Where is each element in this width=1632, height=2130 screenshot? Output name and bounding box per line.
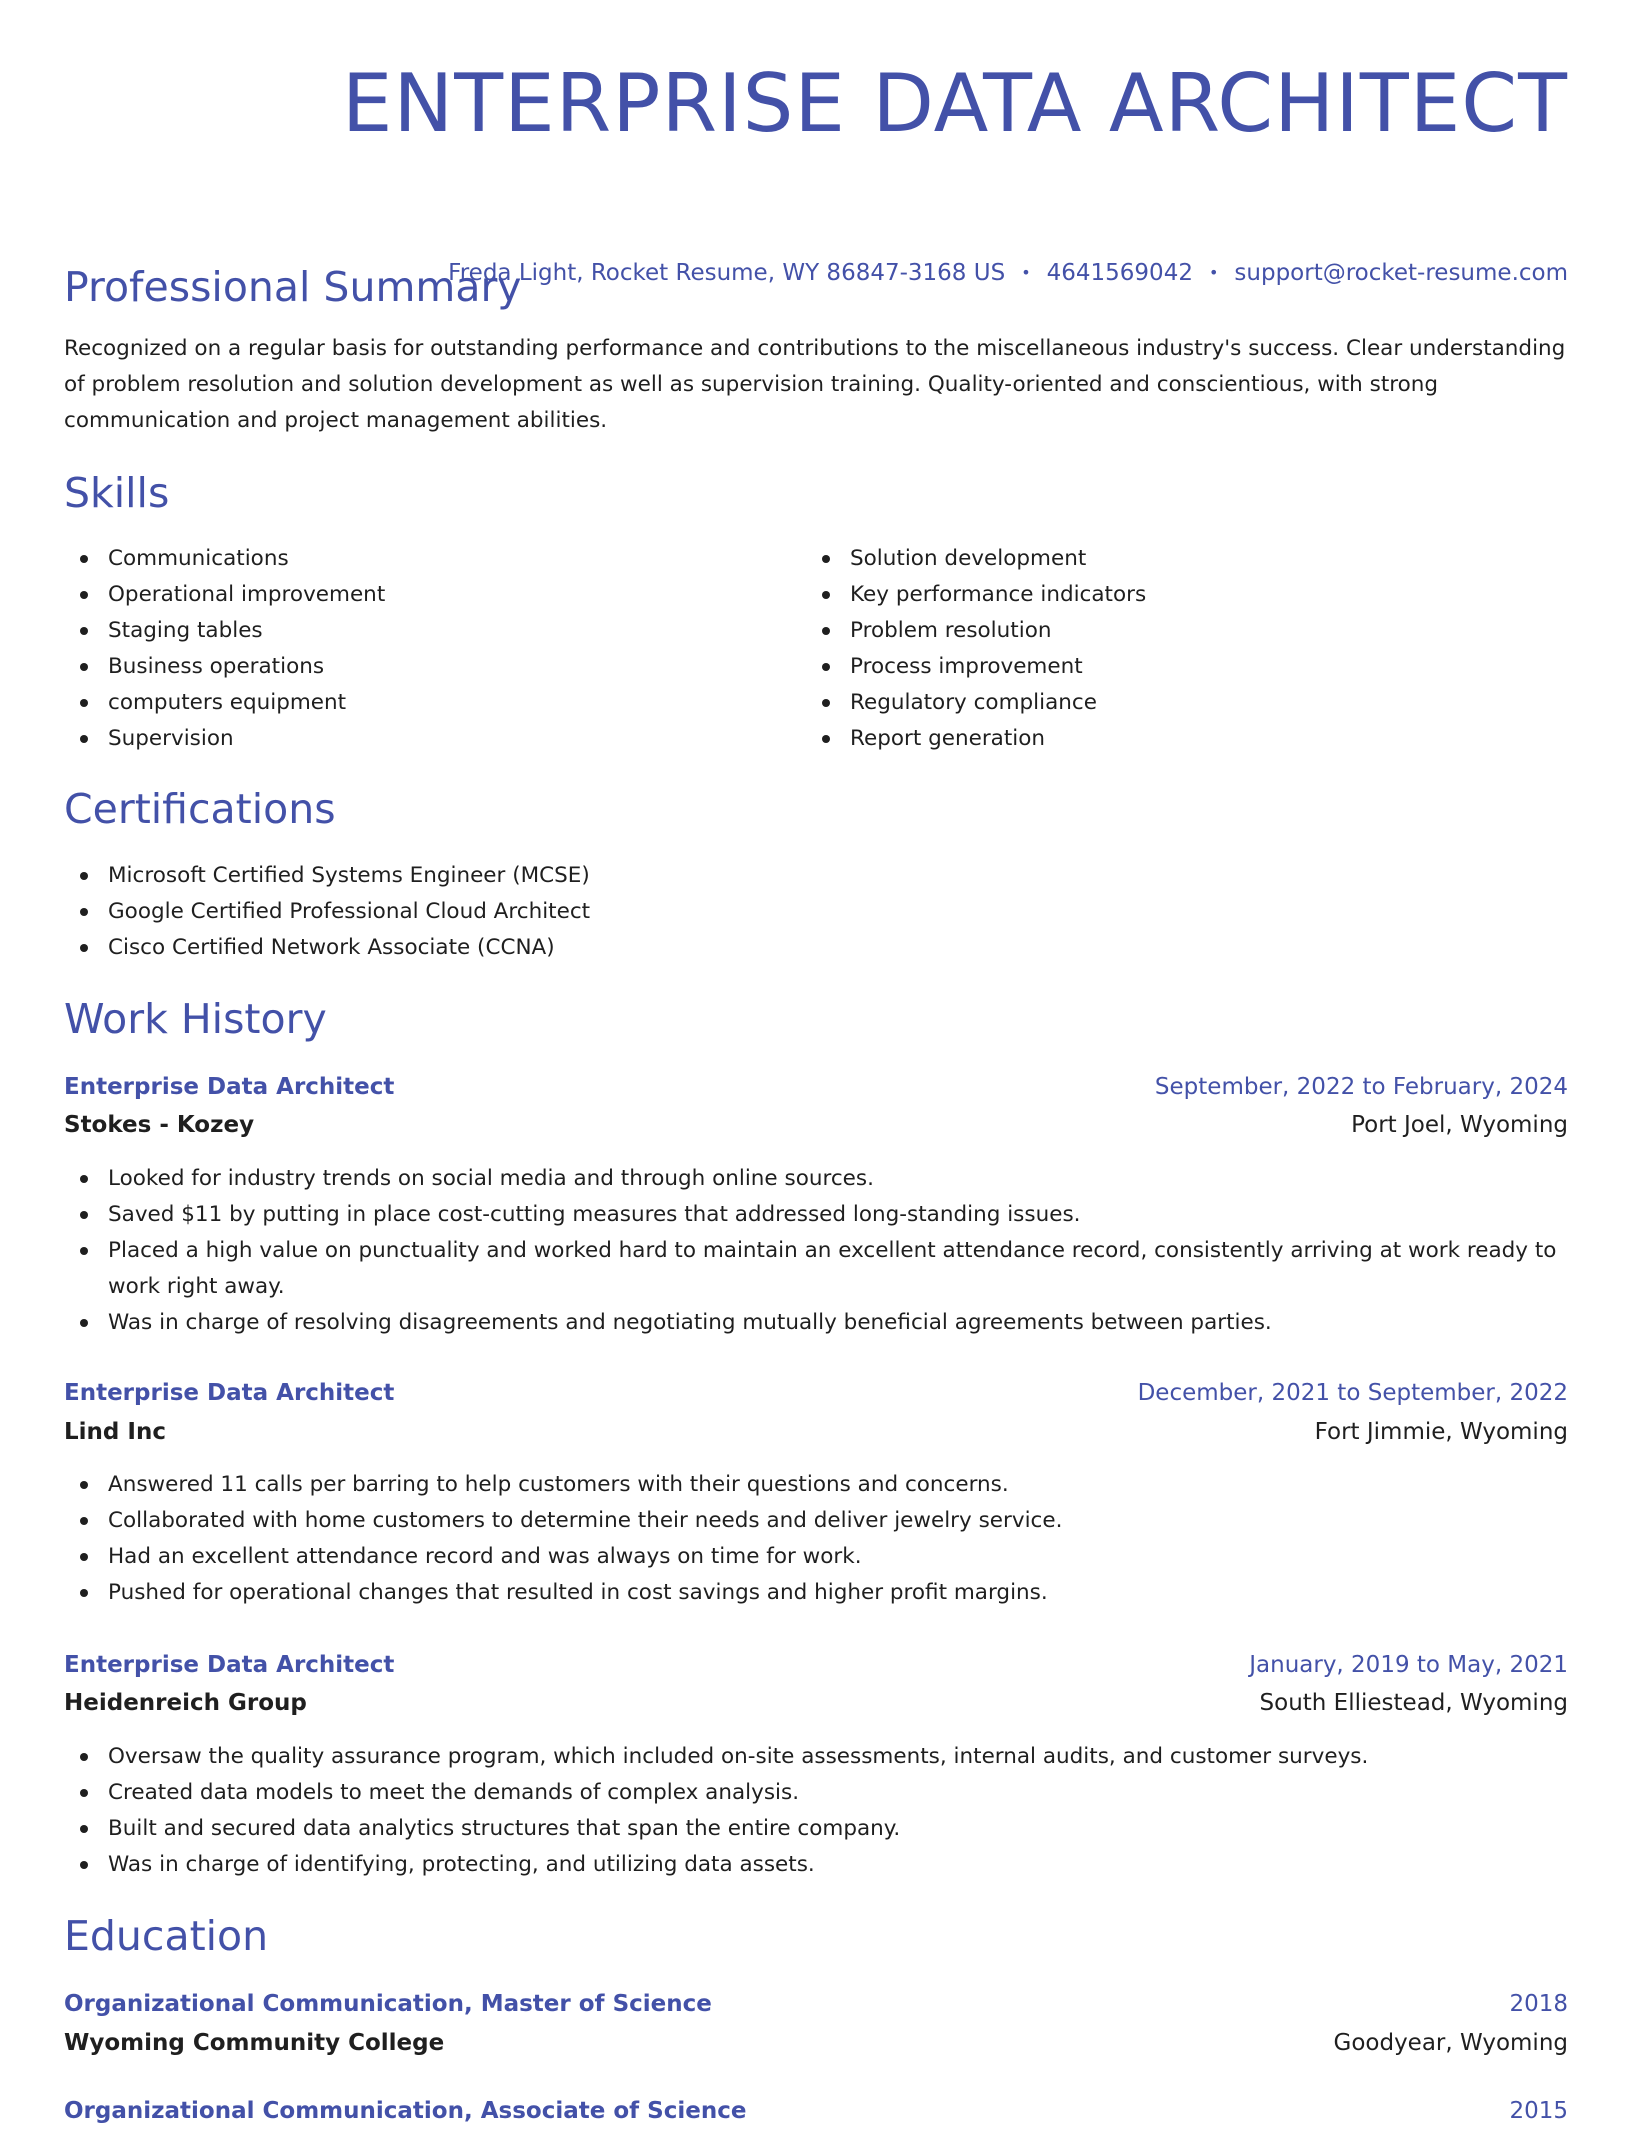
education-school: Wyoming Community College (64, 2030, 445, 2056)
education-heading: Education (64, 1912, 269, 1960)
skill-item: Business operations (64, 649, 764, 685)
job-company: Lind Inc (64, 1419, 166, 1445)
job-bullets (64, 1467, 1568, 1611)
job-dates: December, 2021 to September, 2022 (1137, 1380, 1568, 1406)
job-bullet: Was in charge of resolving disagreements and negotiating mutually beneficial agreements between parties. (64, 1305, 1568, 1341)
job-bullet: Created data models to meet the demands of complex analysis. (64, 1775, 1568, 1811)
contact-phone[interactable]: 4641569042 (1046, 260, 1193, 286)
job-bullet: Answered 11 calls per barring to help customers with their questions and concerns. (64, 1467, 1568, 1503)
resume-page (64, 0, 1568, 2124)
job-title: Enterprise Data Architect (64, 1074, 395, 1100)
job-bullet: Saved $11 by putting in place cost-cutting measures that addressed long-standing issues. (64, 1197, 1568, 1233)
skill-item: Report generation (806, 721, 1506, 757)
job-bullet: Had an excellent attendance record and was always on time for work. (64, 1539, 1568, 1575)
certifications-heading: Certifications (64, 785, 336, 833)
job-company-row (64, 1413, 1568, 1451)
education-location: Goodyear, Wyoming (1333, 2030, 1568, 2056)
job-header-row (64, 1646, 1568, 1684)
summary-text: Recognized on a regular basis for outstanding performance and contributions to the miscellaneous industry's success. Clear understanding of problem resolution and solution development as well as supervision training. Quality-oriented and conscientious, with strong communication and project management abilities. (64, 336, 1566, 433)
skill-item: Key performance indicators (806, 577, 1506, 613)
job-bullet: Collaborated with home customers to determine their needs and deliver jewelry service. (64, 1503, 1568, 1539)
skill-item: Solution development (806, 541, 1506, 577)
contact-separator: • (1021, 263, 1031, 282)
skill-item: Operational improvement (64, 577, 764, 613)
job-company: Heidenreich Group (64, 1690, 307, 1716)
job-bullet: Pushed for operational changes that resulted in cost savings and higher profit margins. (64, 1575, 1568, 1611)
skill-item: Regulatory compliance (806, 685, 1506, 721)
job-company-row (64, 1106, 1568, 1144)
education-degree: Organizational Communication, Associate of Science (64, 2098, 747, 2124)
job-title: Enterprise Data Architect (64, 1652, 395, 1678)
job-bullet: Placed a high value on punctuality and worked hard to maintain an excellent attendance record, consistently arriving at work ready to work right away. (64, 1233, 1568, 1305)
certification-item: Cisco Certified Network Associate (CCNA) (64, 930, 1568, 966)
resume-title: ENTERPRISE DATA ARCHITECT (341, 57, 1568, 150)
skill-item: Problem resolution (806, 613, 1506, 649)
job-bullet: Was in charge of identifying, protecting, and utilizing data assets. (64, 1847, 1568, 1883)
contact-address: Freda Light, Rocket Resume, WY 86847-3168 US (448, 260, 1006, 286)
job-bullets (64, 1739, 1568, 1883)
education-header-row (64, 1985, 1568, 2023)
job-company: Stokes - Kozey (64, 1112, 255, 1138)
certification-item: Microsoft Certified Systems Engineer (MCSE) (64, 858, 1568, 894)
contact-email[interactable]: support@rocket-resume.com (1234, 260, 1568, 286)
summary-heading: Professional Summary (64, 263, 522, 311)
skills-list-left (64, 541, 764, 757)
work-history-heading: Work History (64, 995, 327, 1043)
skills-list-right (806, 541, 1506, 757)
certification-item: Google Certified Professional Cloud Architect (64, 894, 1568, 930)
job-dates: January, 2019 to May, 2021 (1249, 1652, 1568, 1678)
job-bullet: Built and secured data analytics structures that span the entire company. (64, 1811, 1568, 1847)
education-school-row (64, 2024, 1568, 2062)
contact-line (448, 258, 1568, 288)
education-degree: Organizational Communication, Master of Science (64, 1991, 712, 2017)
job-header-row (64, 1374, 1568, 1412)
job-company-row (64, 1684, 1568, 1722)
job-bullet: Looked for industry trends on social media and through online sources. (64, 1161, 1568, 1197)
certifications-list (64, 858, 1568, 966)
education-year: 2015 (1509, 2098, 1568, 2124)
job-dates: September, 2022 to February, 2024 (1154, 1074, 1568, 1100)
job-location: Fort Jimmie, Wyoming (1314, 1419, 1568, 1445)
skill-item: Communications (64, 541, 764, 577)
job-location: South Elliestead, Wyoming (1259, 1690, 1568, 1716)
job-title: Enterprise Data Architect (64, 1380, 395, 1406)
skill-item: Supervision (64, 721, 764, 757)
job-location: Port Joel, Wyoming (1351, 1112, 1568, 1138)
skill-item: computers equipment (64, 685, 764, 721)
contact-separator: • (1208, 263, 1219, 282)
skill-item: Process improvement (806, 649, 1506, 685)
resume-header (64, 0, 1568, 154)
skill-item: Staging tables (64, 613, 764, 649)
education-year: 2018 (1509, 1991, 1568, 2017)
job-header-row (64, 1068, 1568, 1106)
skills-heading: Skills (64, 469, 170, 517)
job-bullet: Oversaw the quality assurance program, which included on-site assessments, internal audits, and customer surveys. (64, 1739, 1568, 1775)
education-header-row (64, 2092, 1568, 2130)
job-bullets (64, 1161, 1568, 1341)
